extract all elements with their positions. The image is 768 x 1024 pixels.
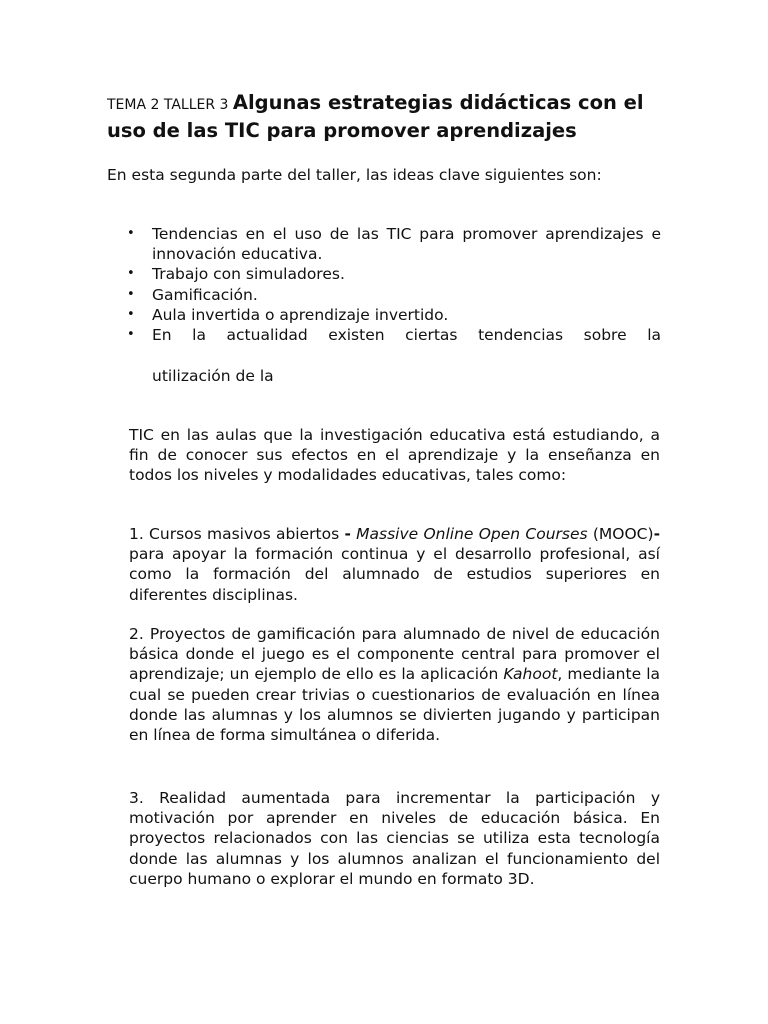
key-ideas-list xyxy=(107,224,661,345)
item-3-paragraph: 3. Realidad aumentada para incrementar la participación y motivación por aprender en niveles de educación básica. En proyectos relacionados con las ciencias se utiliza esta tecnología donde las alumnas y los alumnos analizan el funcionamiento del cuerpo humano o explorar el mundo en formato 3D. xyxy=(129,789,660,888)
item-1-dash: - xyxy=(653,525,660,543)
intro-paragraph: En esta segunda parte del taller, las ideas clave siguientes son: xyxy=(107,166,602,184)
title-prefix: TEMA 2 TALLER 3 xyxy=(107,97,233,113)
list-item: • Aula invertida o aprendizaje invertido. xyxy=(107,305,661,325)
item-1-paragraph xyxy=(129,524,660,605)
item-2-italic: Kahoot xyxy=(503,665,558,684)
item-2-rest: , mediante la cual se pueden crear trivias o cuestionarios de evaluación en línea donde las alumnas y los alumnos se divierten jugando y participan en línea de forma simultánea o diferida. xyxy=(129,665,660,745)
item-1-dash: - xyxy=(344,525,351,543)
item-2-lead: 2. Proyectos de gamificación para alumnado de nivel de educación básica donde el juego es el componente central para promover el aprendizaje; un ejemplo de ello es la aplicación xyxy=(129,625,660,684)
list-item: • Trabajo con simuladores. xyxy=(107,264,661,284)
list-item: • Tendencias en el uso de las TIC para promover aprendizajes e innovación educativa. xyxy=(107,224,661,264)
list-item: • Gamificación. xyxy=(107,285,661,305)
list-item: • En la actualidad existen ciertas tendencias sobre la xyxy=(107,325,661,345)
bullet-continuation: utilización de la xyxy=(152,367,274,385)
tic-paragraph: TIC en las aulas que la investigación educativa está estudiando, a fin de conocer sus efectos en el aprendizaje y la enseñanza en todos los niveles y modalidades educativas, tales como: xyxy=(129,426,660,485)
item-2-paragraph xyxy=(129,624,660,745)
item-1-abbr: (MOOC) xyxy=(587,525,654,543)
item-1-italic: Massive Online Open Courses xyxy=(356,525,588,543)
title-main: Algunas estrategias didácticas con el uso de las TIC para promover aprendizajes xyxy=(107,91,644,142)
document-title xyxy=(107,90,667,144)
item-1-rest: para apoyar la formación continua y el desarrollo profesional, así como la formación del alumnado de estudios superiores en diferentes disciplinas. xyxy=(129,545,660,604)
item-1-lead: 1. Cursos masivos abiertos xyxy=(129,525,345,543)
